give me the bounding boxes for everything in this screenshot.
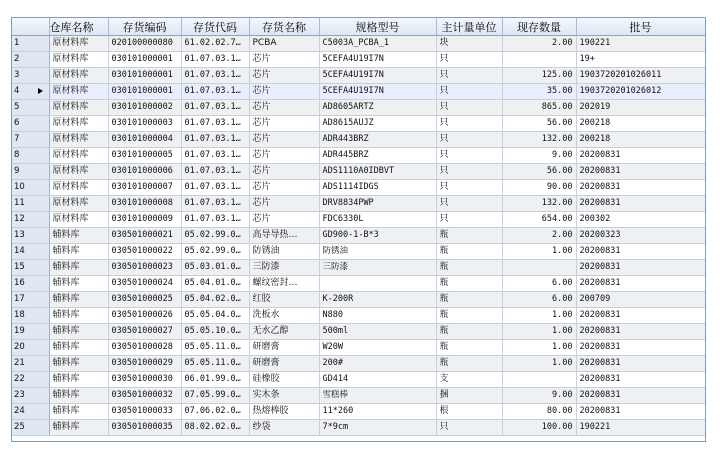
inventory-name-cell[interactable]: 三防漆 bbox=[249, 260, 319, 276]
row-number[interactable]: 7 bbox=[12, 132, 49, 148]
inventory-grid bbox=[11, 17, 706, 442]
unit-cell[interactable]: 只 bbox=[436, 116, 502, 132]
row-number[interactable]: 18 bbox=[12, 308, 49, 324]
batch-number-cell[interactable]: 20200831 bbox=[576, 340, 705, 356]
inventory-id-cell[interactable]: 05.05.10.0… bbox=[181, 324, 249, 340]
header-row bbox=[12, 18, 705, 36]
row-number[interactable]: 16 bbox=[12, 276, 49, 292]
row-number[interactable]: 20 bbox=[12, 340, 49, 356]
inventory-name-cell[interactable]: 研磨膏 bbox=[249, 356, 319, 372]
warehouse-name-cell[interactable]: 辅料库 bbox=[49, 356, 108, 372]
inventory-name-cell[interactable]: 洗板水 bbox=[249, 308, 319, 324]
inventory-name-cell[interactable]: 芯片 bbox=[249, 196, 319, 212]
unit-cell[interactable]: 只 bbox=[436, 420, 502, 436]
spec-model-cell[interactable]: 防锈油 bbox=[319, 244, 436, 260]
row-number[interactable]: 12 bbox=[12, 212, 49, 228]
quantity-cell[interactable]: 1.00 bbox=[502, 244, 576, 260]
unit-cell[interactable]: 只 bbox=[436, 100, 502, 116]
quantity-cell[interactable] bbox=[502, 260, 576, 276]
spec-model-cell[interactable]: ADS1110A0IDBVT bbox=[319, 164, 436, 180]
quantity-cell[interactable]: 9.00 bbox=[502, 388, 576, 404]
batch-number-cell[interactable]: 1903720201026011 bbox=[576, 68, 705, 84]
unit-cell[interactable]: 只 bbox=[436, 84, 502, 100]
inventory-name-cell[interactable]: 高导导热… bbox=[249, 228, 319, 244]
inventory-id-cell[interactable]: 01.07.03.1… bbox=[181, 100, 249, 116]
quantity-cell[interactable]: 56.00 bbox=[502, 164, 576, 180]
unit-cell[interactable]: 只 bbox=[436, 68, 502, 84]
warehouse-name-cell[interactable]: 辅料库 bbox=[49, 276, 108, 292]
table-row[interactable] bbox=[12, 260, 705, 276]
row-number[interactable]: 5 bbox=[12, 100, 49, 116]
spec-model-cell[interactable]: DRV8834PWP bbox=[319, 196, 436, 212]
inventory-code-cell[interactable]: 030101000008 bbox=[108, 196, 181, 212]
spec-model-cell[interactable]: AD8615AUJZ bbox=[319, 116, 436, 132]
table-row[interactable] bbox=[12, 420, 705, 436]
inventory-code-cell[interactable]: 030501000028 bbox=[108, 340, 181, 356]
inventory-code-cell[interactable]: 030501000027 bbox=[108, 324, 181, 340]
table-row[interactable] bbox=[12, 164, 705, 180]
spec-model-cell[interactable]: K-200R bbox=[319, 292, 436, 308]
table-row[interactable] bbox=[12, 388, 705, 404]
inventory-name-cell[interactable]: 芯片 bbox=[249, 116, 319, 132]
spec-model-cell[interactable] bbox=[319, 276, 436, 292]
batch-number-cell[interactable]: 200302 bbox=[576, 212, 705, 228]
unit-cell[interactable]: 瓶 bbox=[436, 340, 502, 356]
warehouse-name-cell[interactable]: 辅料库 bbox=[49, 388, 108, 404]
unit-cell[interactable]: 只 bbox=[436, 196, 502, 212]
warehouse-name-cell[interactable]: 辅料库 bbox=[49, 244, 108, 260]
unit-cell[interactable]: 只 bbox=[436, 164, 502, 180]
inventory-code-cell[interactable]: 030501000023 bbox=[108, 260, 181, 276]
inventory-id-cell[interactable]: 01.07.03.1… bbox=[181, 148, 249, 164]
warehouse-name-cell[interactable]: 原材料库 bbox=[49, 148, 108, 164]
table-row[interactable] bbox=[12, 276, 705, 292]
quantity-cell[interactable]: 90.00 bbox=[502, 180, 576, 196]
warehouse-name-cell[interactable]: 辅料库 bbox=[49, 372, 108, 388]
unit-cell[interactable]: 支 bbox=[436, 372, 502, 388]
inventory-name-cell[interactable]: 芯片 bbox=[249, 100, 319, 116]
warehouse-name-cell[interactable]: 原材料库 bbox=[49, 68, 108, 84]
inventory-name-cell[interactable]: 芯片 bbox=[249, 132, 319, 148]
inventory-name-cell[interactable]: 芯片 bbox=[249, 148, 319, 164]
row-number[interactable]: 19 bbox=[12, 324, 49, 340]
warehouse-name-cell[interactable]: 原材料库 bbox=[49, 164, 108, 180]
quantity-cell[interactable]: 2.00 bbox=[502, 36, 576, 52]
spec-model-cell[interactable]: 500ml bbox=[319, 324, 436, 340]
inventory-id-cell[interactable]: 08.02.02.0… bbox=[181, 420, 249, 436]
row-number[interactable]: 11 bbox=[12, 196, 49, 212]
header-inventory-code[interactable]: 存货编码 bbox=[108, 18, 181, 36]
spec-model-cell[interactable]: 200# bbox=[319, 356, 436, 372]
inventory-code-cell[interactable]: 030501000033 bbox=[108, 404, 181, 420]
inventory-code-cell[interactable]: 030501000030 bbox=[108, 372, 181, 388]
spec-model-cell[interactable]: 5CEFA4U19I7N bbox=[319, 68, 436, 84]
header-warehouse-name[interactable]: 仓库名称 bbox=[49, 18, 108, 36]
batch-number-cell[interactable]: 190221 bbox=[576, 420, 705, 436]
inventory-name-cell[interactable]: 红胶 bbox=[249, 292, 319, 308]
table-row[interactable] bbox=[12, 68, 705, 84]
warehouse-name-cell[interactable]: 辅料库 bbox=[49, 308, 108, 324]
batch-number-cell[interactable]: 20200831 bbox=[576, 196, 705, 212]
current-row-arrow-icon bbox=[38, 88, 43, 94]
batch-number-cell[interactable]: 20200323 bbox=[576, 228, 705, 244]
warehouse-name-cell[interactable]: 辅料库 bbox=[49, 340, 108, 356]
inventory-id-cell[interactable]: 01.07.03.1… bbox=[181, 212, 249, 228]
inventory-id-cell[interactable]: 05.05.11.0… bbox=[181, 340, 249, 356]
batch-number-cell[interactable]: 20200831 bbox=[576, 372, 705, 388]
table-row[interactable] bbox=[12, 116, 705, 132]
table-row[interactable] bbox=[12, 36, 705, 52]
unit-cell[interactable]: 瓶 bbox=[436, 292, 502, 308]
inventory-name-cell[interactable]: 防锈油 bbox=[249, 244, 319, 260]
table-row[interactable] bbox=[12, 308, 705, 324]
inventory-code-cell[interactable]: 030101000009 bbox=[108, 212, 181, 228]
warehouse-name-cell[interactable]: 原材料库 bbox=[49, 196, 108, 212]
batch-number-cell[interactable]: 20200831 bbox=[576, 180, 705, 196]
warehouse-name-cell[interactable]: 原材料库 bbox=[49, 52, 108, 68]
warehouse-name-cell[interactable]: 辅料库 bbox=[49, 324, 108, 340]
batch-number-cell[interactable]: 20200831 bbox=[576, 404, 705, 420]
header-inventory-id[interactable]: 存货代码 bbox=[181, 18, 249, 36]
row-number[interactable]: 17 bbox=[12, 292, 49, 308]
row-number[interactable]: 13 bbox=[12, 228, 49, 244]
table-row[interactable] bbox=[12, 84, 705, 100]
row-number[interactable]: 2 bbox=[12, 52, 49, 68]
warehouse-name-cell[interactable]: 原材料库 bbox=[49, 180, 108, 196]
unit-cell[interactable]: 捆 bbox=[436, 388, 502, 404]
quantity-cell[interactable] bbox=[502, 372, 576, 388]
spec-model-cell[interactable]: 7*9cm bbox=[319, 420, 436, 436]
unit-cell[interactable]: 只 bbox=[436, 148, 502, 164]
warehouse-name-cell[interactable]: 原材料库 bbox=[49, 84, 108, 100]
table-row[interactable] bbox=[12, 404, 705, 420]
table-row[interactable] bbox=[12, 100, 705, 116]
table-row[interactable] bbox=[12, 180, 705, 196]
inventory-id-cell[interactable]: 01.07.03.1… bbox=[181, 52, 249, 68]
unit-cell[interactable]: 根 bbox=[436, 404, 502, 420]
inventory-id-cell[interactable]: 01.07.03.1… bbox=[181, 196, 249, 212]
table-row[interactable] bbox=[12, 292, 705, 308]
inventory-id-cell[interactable]: 01.07.03.1… bbox=[181, 132, 249, 148]
warehouse-name-cell[interactable]: 原材料库 bbox=[49, 132, 108, 148]
table-row[interactable] bbox=[12, 372, 705, 388]
batch-number-cell[interactable]: 19+ bbox=[576, 52, 705, 68]
unit-cell[interactable]: 瓶 bbox=[436, 276, 502, 292]
warehouse-name-cell[interactable]: 原材料库 bbox=[49, 100, 108, 116]
table-row[interactable] bbox=[12, 340, 705, 356]
unit-cell[interactable]: 只 bbox=[436, 212, 502, 228]
header-spec-model[interactable]: 规格型号 bbox=[319, 18, 436, 36]
inventory-id-cell[interactable]: 01.07.03.1… bbox=[181, 116, 249, 132]
inventory-name-cell[interactable]: 芯片 bbox=[249, 68, 319, 84]
inventory-name-cell[interactable]: 芯片 bbox=[249, 164, 319, 180]
quantity-cell[interactable]: 132.00 bbox=[502, 196, 576, 212]
spec-model-cell[interactable]: ADS1114IDGS bbox=[319, 180, 436, 196]
table-row[interactable] bbox=[12, 244, 705, 260]
row-number[interactable]: 8 bbox=[12, 148, 49, 164]
inventory-id-cell[interactable]: 01.07.03.1… bbox=[181, 180, 249, 196]
batch-number-cell[interactable]: 200709 bbox=[576, 292, 705, 308]
row-number[interactable]: 10 bbox=[12, 180, 49, 196]
batch-number-cell[interactable]: 20200831 bbox=[576, 388, 705, 404]
batch-number-cell[interactable]: 20200831 bbox=[576, 164, 705, 180]
table-row[interactable] bbox=[12, 52, 705, 68]
inventory-id-cell[interactable]: 05.04.02.0… bbox=[181, 292, 249, 308]
quantity-cell[interactable]: 1.00 bbox=[502, 356, 576, 372]
warehouse-name-cell[interactable]: 辅料库 bbox=[49, 260, 108, 276]
unit-cell[interactable]: 瓶 bbox=[436, 324, 502, 340]
inventory-code-cell[interactable]: 030101000002 bbox=[108, 100, 181, 116]
inventory-id-cell[interactable]: 05.02.99.0… bbox=[181, 228, 249, 244]
inventory-id-cell[interactable]: 06.01.99.0… bbox=[181, 372, 249, 388]
warehouse-name-cell[interactable]: 辅料库 bbox=[49, 228, 108, 244]
inventory-name-cell[interactable]: 芯片 bbox=[249, 212, 319, 228]
batch-number-cell[interactable]: 190221 bbox=[576, 36, 705, 52]
quantity-cell[interactable]: 1.00 bbox=[502, 308, 576, 324]
header-inventory-name[interactable]: 存货名称 bbox=[249, 18, 319, 36]
batch-number-cell[interactable]: 20200831 bbox=[576, 276, 705, 292]
quantity-cell[interactable]: 6.00 bbox=[502, 276, 576, 292]
row-number[interactable]: 21 bbox=[12, 356, 49, 372]
inventory-code-cell[interactable]: 030501000021 bbox=[108, 228, 181, 244]
batch-number-cell[interactable]: 200218 bbox=[576, 116, 705, 132]
inventory-id-cell[interactable]: 07.06.02.0… bbox=[181, 404, 249, 420]
header-quantity[interactable]: 现存数量 bbox=[502, 18, 576, 36]
inventory-name-cell[interactable]: 实木条 bbox=[249, 388, 319, 404]
warehouse-name-cell[interactable]: 辅料库 bbox=[49, 420, 108, 436]
inventory-id-cell[interactable]: 05.03.01.0… bbox=[181, 260, 249, 276]
inventory-id-cell[interactable]: 07.05.99.0… bbox=[181, 388, 249, 404]
inventory-code-cell[interactable]: 030101000007 bbox=[108, 180, 181, 196]
warehouse-name-cell[interactable]: 原材料库 bbox=[49, 36, 108, 52]
spec-model-cell[interactable]: ADR443BRZ bbox=[319, 132, 436, 148]
unit-cell[interactable]: 只 bbox=[436, 132, 502, 148]
inventory-name-cell[interactable]: PCBA bbox=[249, 36, 319, 52]
row-number[interactable]: 23 bbox=[12, 388, 49, 404]
inventory-code-cell[interactable]: 030101000006 bbox=[108, 164, 181, 180]
inventory-code-cell[interactable]: 030101000001 bbox=[108, 68, 181, 84]
quantity-cell[interactable]: 56.00 bbox=[502, 116, 576, 132]
spec-model-cell[interactable]: 三防漆 bbox=[319, 260, 436, 276]
inventory-id-cell[interactable]: 01.07.03.1… bbox=[181, 84, 249, 100]
spec-model-cell[interactable]: 雪糕棒 bbox=[319, 388, 436, 404]
spec-model-cell[interactable]: GD900-1-B*3 bbox=[319, 228, 436, 244]
spec-model-cell[interactable]: FDC6330L bbox=[319, 212, 436, 228]
batch-number-cell[interactable]: 20200831 bbox=[576, 308, 705, 324]
spec-model-cell[interactable]: W20W bbox=[319, 340, 436, 356]
row-number[interactable]: 22 bbox=[12, 372, 49, 388]
quantity-cell[interactable]: 865.00 bbox=[502, 100, 576, 116]
inventory-code-cell[interactable]: 030501000026 bbox=[108, 308, 181, 324]
inventory-name-cell[interactable]: 芯片 bbox=[249, 84, 319, 100]
inventory-code-cell[interactable]: 030101000001 bbox=[108, 52, 181, 68]
spec-model-cell[interactable]: GD414 bbox=[319, 372, 436, 388]
inventory-id-cell[interactable]: 05.05.11.0… bbox=[181, 356, 249, 372]
inventory-id-cell[interactable]: 01.07.03.1… bbox=[181, 164, 249, 180]
row-number[interactable]: 25 bbox=[12, 420, 49, 436]
unit-cell[interactable]: 只 bbox=[436, 180, 502, 196]
spec-model-cell[interactable]: 11*260 bbox=[319, 404, 436, 420]
batch-number-cell[interactable]: 20200831 bbox=[576, 148, 705, 164]
quantity-cell[interactable]: 125.00 bbox=[502, 68, 576, 84]
warehouse-name-cell[interactable]: 辅料库 bbox=[49, 404, 108, 420]
batch-number-cell[interactable]: 20200831 bbox=[576, 260, 705, 276]
batch-number-cell[interactable]: 200218 bbox=[576, 132, 705, 148]
table-row[interactable] bbox=[12, 228, 705, 244]
row-number[interactable]: 15 bbox=[12, 260, 49, 276]
inventory-code-cell[interactable]: 030501000024 bbox=[108, 276, 181, 292]
quantity-cell[interactable]: 35.00 bbox=[502, 84, 576, 100]
quantity-cell[interactable]: 1.00 bbox=[502, 324, 576, 340]
inventory-id-cell[interactable]: 05.04.01.0… bbox=[181, 276, 249, 292]
inventory-code-cell[interactable]: 030101000001 bbox=[108, 84, 181, 100]
table-row[interactable] bbox=[12, 132, 705, 148]
inventory-name-cell[interactable]: 纱袋 bbox=[249, 420, 319, 436]
warehouse-name-cell[interactable]: 原材料库 bbox=[49, 212, 108, 228]
inventory-code-cell[interactable]: 020100000080 bbox=[108, 36, 181, 52]
header-batch-number[interactable]: 批号 bbox=[576, 18, 705, 36]
table-row[interactable] bbox=[12, 196, 705, 212]
row-number[interactable]: 9 bbox=[12, 164, 49, 180]
inventory-name-cell[interactable]: 芯片 bbox=[249, 52, 319, 68]
row-number[interactable]: 24 bbox=[12, 404, 49, 420]
header-unit[interactable]: 主计量单位 bbox=[436, 18, 502, 36]
row-number[interactable]: 14 bbox=[12, 244, 49, 260]
spec-model-cell[interactable]: 5CEFA4U19I7N bbox=[319, 52, 436, 68]
inventory-id-cell[interactable]: 61.02.02.7… bbox=[181, 36, 249, 52]
table-row[interactable] bbox=[12, 324, 705, 340]
unit-cell[interactable]: 只 bbox=[436, 52, 502, 68]
quantity-cell[interactable]: 2.00 bbox=[502, 228, 576, 244]
header-row-number[interactable] bbox=[12, 18, 49, 36]
warehouse-name-cell[interactable]: 原材料库 bbox=[49, 116, 108, 132]
inventory-name-cell[interactable]: 螺纹密封… bbox=[249, 276, 319, 292]
inventory-name-cell[interactable]: 研磨膏 bbox=[249, 340, 319, 356]
inventory-name-cell[interactable]: 热熔棒胶 bbox=[249, 404, 319, 420]
inventory-name-cell[interactable]: 无水乙醇 bbox=[249, 324, 319, 340]
quantity-cell[interactable]: 654.00 bbox=[502, 212, 576, 228]
row-number[interactable]: 4 bbox=[12, 84, 49, 100]
quantity-cell[interactable]: 9.00 bbox=[502, 148, 576, 164]
row-number[interactable]: 3 bbox=[12, 68, 49, 84]
quantity-cell[interactable]: 1.00 bbox=[502, 340, 576, 356]
warehouse-name-cell[interactable]: 辅料库 bbox=[49, 292, 108, 308]
inventory-id-cell[interactable]: 05.05.04.0… bbox=[181, 308, 249, 324]
inventory-code-cell[interactable]: 030101000004 bbox=[108, 132, 181, 148]
batch-number-cell[interactable]: 20200831 bbox=[576, 324, 705, 340]
batch-number-cell[interactable]: 1903720201026012 bbox=[576, 84, 705, 100]
batch-number-cell[interactable]: 202019 bbox=[576, 100, 705, 116]
inventory-name-cell[interactable]: 硅橡胶 bbox=[249, 372, 319, 388]
unit-cell[interactable]: 瓶 bbox=[436, 308, 502, 324]
spec-model-cell[interactable]: ADR445BRZ bbox=[319, 148, 436, 164]
unit-cell[interactable]: 瓶 bbox=[436, 228, 502, 244]
unit-cell[interactable]: 瓶 bbox=[436, 356, 502, 372]
spec-model-cell[interactable]: C5003A_PCBA_1 bbox=[319, 36, 436, 52]
quantity-cell[interactable]: 80.00 bbox=[502, 404, 576, 420]
inventory-code-cell[interactable]: 030501000035 bbox=[108, 420, 181, 436]
quantity-cell[interactable]: 132.00 bbox=[502, 132, 576, 148]
inventory-code-cell[interactable]: 030101000003 bbox=[108, 116, 181, 132]
batch-number-cell[interactable]: 20200831 bbox=[576, 244, 705, 260]
quantity-cell[interactable] bbox=[502, 52, 576, 68]
row-number[interactable]: 6 bbox=[12, 116, 49, 132]
inventory-id-cell[interactable]: 01.07.03.1… bbox=[181, 68, 249, 84]
quantity-cell[interactable]: 100.00 bbox=[502, 420, 576, 436]
inventory-code-cell[interactable]: 030501000022 bbox=[108, 244, 181, 260]
inventory-name-cell[interactable]: 芯片 bbox=[249, 180, 319, 196]
unit-cell[interactable]: 块 bbox=[436, 36, 502, 52]
unit-cell[interactable]: 瓶 bbox=[436, 260, 502, 276]
table-row[interactable] bbox=[12, 148, 705, 164]
inventory-code-cell[interactable]: 030501000025 bbox=[108, 292, 181, 308]
inventory-code-cell[interactable]: 030501000029 bbox=[108, 356, 181, 372]
quantity-cell[interactable]: 6.00 bbox=[502, 292, 576, 308]
unit-cell[interactable]: 瓶 bbox=[436, 244, 502, 260]
spec-model-cell[interactable]: N880 bbox=[319, 308, 436, 324]
inventory-code-cell[interactable]: 030101000005 bbox=[108, 148, 181, 164]
table-row[interactable] bbox=[12, 212, 705, 228]
spec-model-cell[interactable]: 5CEFA4U19I7N bbox=[319, 84, 436, 100]
row-number[interactable]: 1 bbox=[12, 36, 49, 52]
table-row[interactable] bbox=[12, 356, 705, 372]
inventory-id-cell[interactable]: 05.02.99.0… bbox=[181, 244, 249, 260]
batch-number-cell[interactable]: 20200831 bbox=[576, 356, 705, 372]
inventory-code-cell[interactable]: 030501000032 bbox=[108, 388, 181, 404]
inventory-table bbox=[12, 18, 706, 436]
spec-model-cell[interactable]: AD8605ARTZ bbox=[319, 100, 436, 116]
